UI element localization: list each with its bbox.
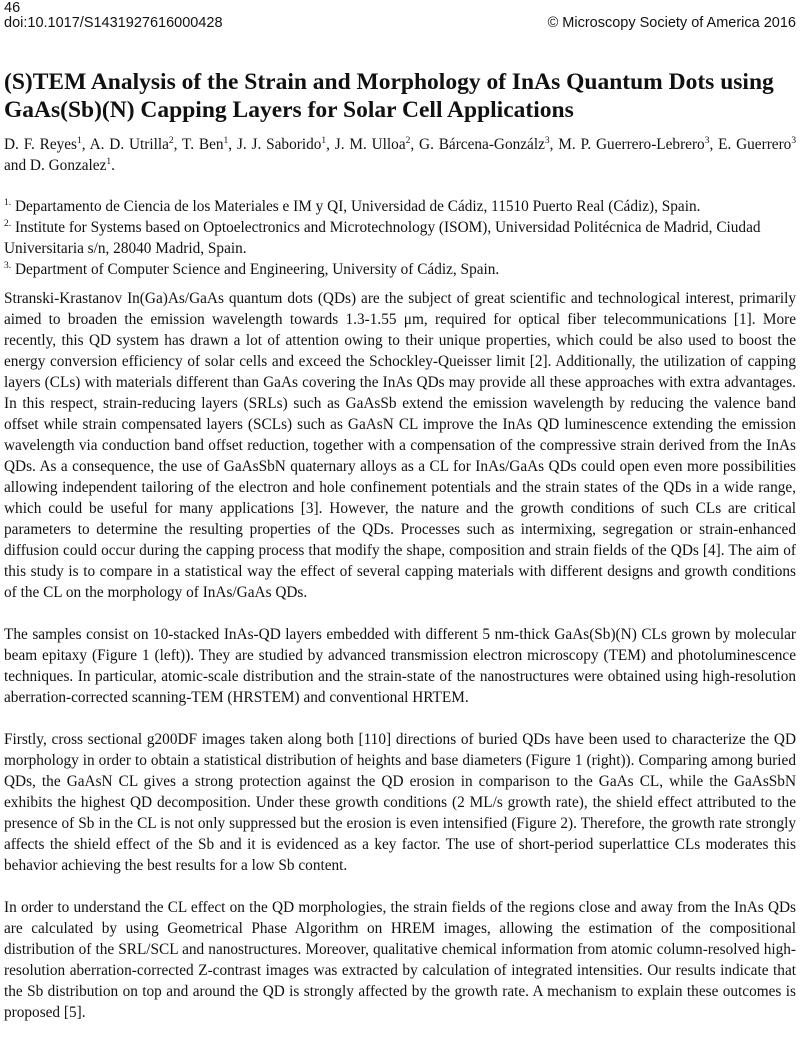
doi-text: doi:10.1017/S1431927616000428 (4, 15, 223, 31)
author: J. J. Saborido$^1$, (236, 136, 335, 153)
author: D. Gonzalez$^1$. (29, 157, 115, 174)
affiliation: $^{1.}$ Departamento de Ciencia de los Materiales e IM y QI, Universidad de Cádiz, 11510 Puerto Real (Cádiz), Spain. (4, 198, 701, 215)
paragraph-strain: In order to understand the CL effect on the QD morphologies, the strain fields of the regions close and away from the InAs QDs are calculated by using Geometrical Phase Algorithm on HREM images, allowing the estimation of the compositional distribution of the SRL/SCL and nanostructures. Moreover, qualitative chemical information from atomic column-resolved high-resolution aberration-corrected Z-contrast images was extracted by calculation of integrated intensities. Our results indicate that the Sb distribution on top and around the QD is strongly affected by the growth rate. A mechanism to explain these outcomes is proposed [5]. (4, 899, 796, 1021)
affiliation-list (4, 196, 796, 280)
author-list (4, 134, 796, 176)
copyright-text: © Microscopy Society of America 2016 (547, 15, 796, 31)
paper-title: (S)TEM Analysis of the Strain and Morphology of InAs Quantum Dots using GaAs(Sb)(N) Capping Layers for Solar Cell Applications (4, 69, 774, 123)
body-text (4, 288, 796, 1044)
affiliation: $^{2.}$ Institute for Systems based on Optoelectronics and Microtechnology (ISOM), Universidad Politécnica de Madrid, Ciudad Universitaria s/n, 28040 Madrid, Spain. (4, 219, 761, 257)
page-number: 46 (4, 0, 21, 16)
author: D. F. Reyes$^1$, (4, 136, 90, 153)
running-header (4, 15, 796, 31)
affiliation: $^{3.}$ Department of Computer Science and Engineering, University of Cádiz, Spain. (4, 261, 500, 278)
author: A. D. Utrilla$^2$, (89, 136, 183, 153)
paragraph-morphology: Firstly, cross sectional g200DF images taken along both [110] directions of buried QDs have been used to characterize the QD morphology in order to obtain a statistical distribution of heights and base diameters (Figure 1 (right)). Comparing among buried QDs, the GaAsN CL gives a strong protection against the QD erosion in comparison to the GaAs CL, while the GaAsSbN exhibits the highest QD decomposition. Under these growth conditions (2 ML/s growth rate), the shield effect attributed to the presence of Sb in the CL is not only suppressed but the erosion is even intensified (Figure 2). Therefore, the growth rate strongly affects the shield effect of the Sb and it is evidenced as a key factor. The use of short-period superlattice CLs moderates this behavior achieving the best results for a low Sb content. (4, 731, 796, 874)
author: T. Ben$^1$, (182, 136, 237, 153)
paragraph-samples: The samples consist on 10-stacked InAs-QD layers embedded with different 5 nm-thick GaAs(Sb)(N) CLs grown by molecular beam epitaxy (Figure 1 (left)). They are studied by advanced transmission electron microscopy (TEM) and photoluminescence techniques. In particular, atomic-scale distribution and the strain-state of the nanostructures were obtained using high-resolution aberration-corrected scanning-TEM (HRSTEM) and conventional HRTEM. (4, 626, 796, 706)
author: E. Guerrero$^3$ and (4, 136, 797, 174)
paragraph-introduction: Stranski-Krastanov In(Ga)As/GaAs quantum dots (QDs) are the subject of great scientific and technological interest, primarily aimed to broaden the emission wavelength towards 1.3-1.55 μm, required for optical fiber telecommunications [1]. More recently, this QD system has drawn a lot of attention owing to their unique properties, which could be also used to boost the energy conversion efficiency of solar cells and exceed the Schockley-Queisser limit [2]. Additionally, the utilization of capping layers (CLs) with materials different than GaAs covering the InAs QDs may provide all these approaches with extra advantages. In this respect, strain-reducing layers (SRLs) such as GaAsSb extend the emission wavelength by reducing the valence band offset while strain compensated layers (SCLs) such as GaAsN CL improve the InAs QD luminescence extending the emission wavelength via conduction band offset reduction, together with a compensation of the compressive strain derived from the InAs QDs. As a consequence, the use of GaAsSbN quaternary alloys as a CL for InAs/GaAs QDs could open even more possibilities allowing independent tailoring of the electron and hole confinement potentials and the strain states of the QDs in a wide range, which could be useful for many applications [3]. However, the nature and the growth conditions of such CLs are critical parameters to determine the resulting properties of the QDs. Processes such as intermixing, segregation or strain-enhanced diffusion could occur during the capping process that modify the shape, composition and strain fields of the QDs [4]. The aim of this study is to compare in a statistical way the effect of several capping materials with different designs and growth conditions of the CL on the morphology of InAs/GaAs QDs. (4, 290, 796, 601)
author: M. P. Guerrero-Lebrero$^3$, (558, 136, 719, 153)
author: G. Bárcena-Gonzálz$^3$, (419, 136, 559, 153)
author: J. M. Ulloa$^2$, (334, 136, 420, 153)
